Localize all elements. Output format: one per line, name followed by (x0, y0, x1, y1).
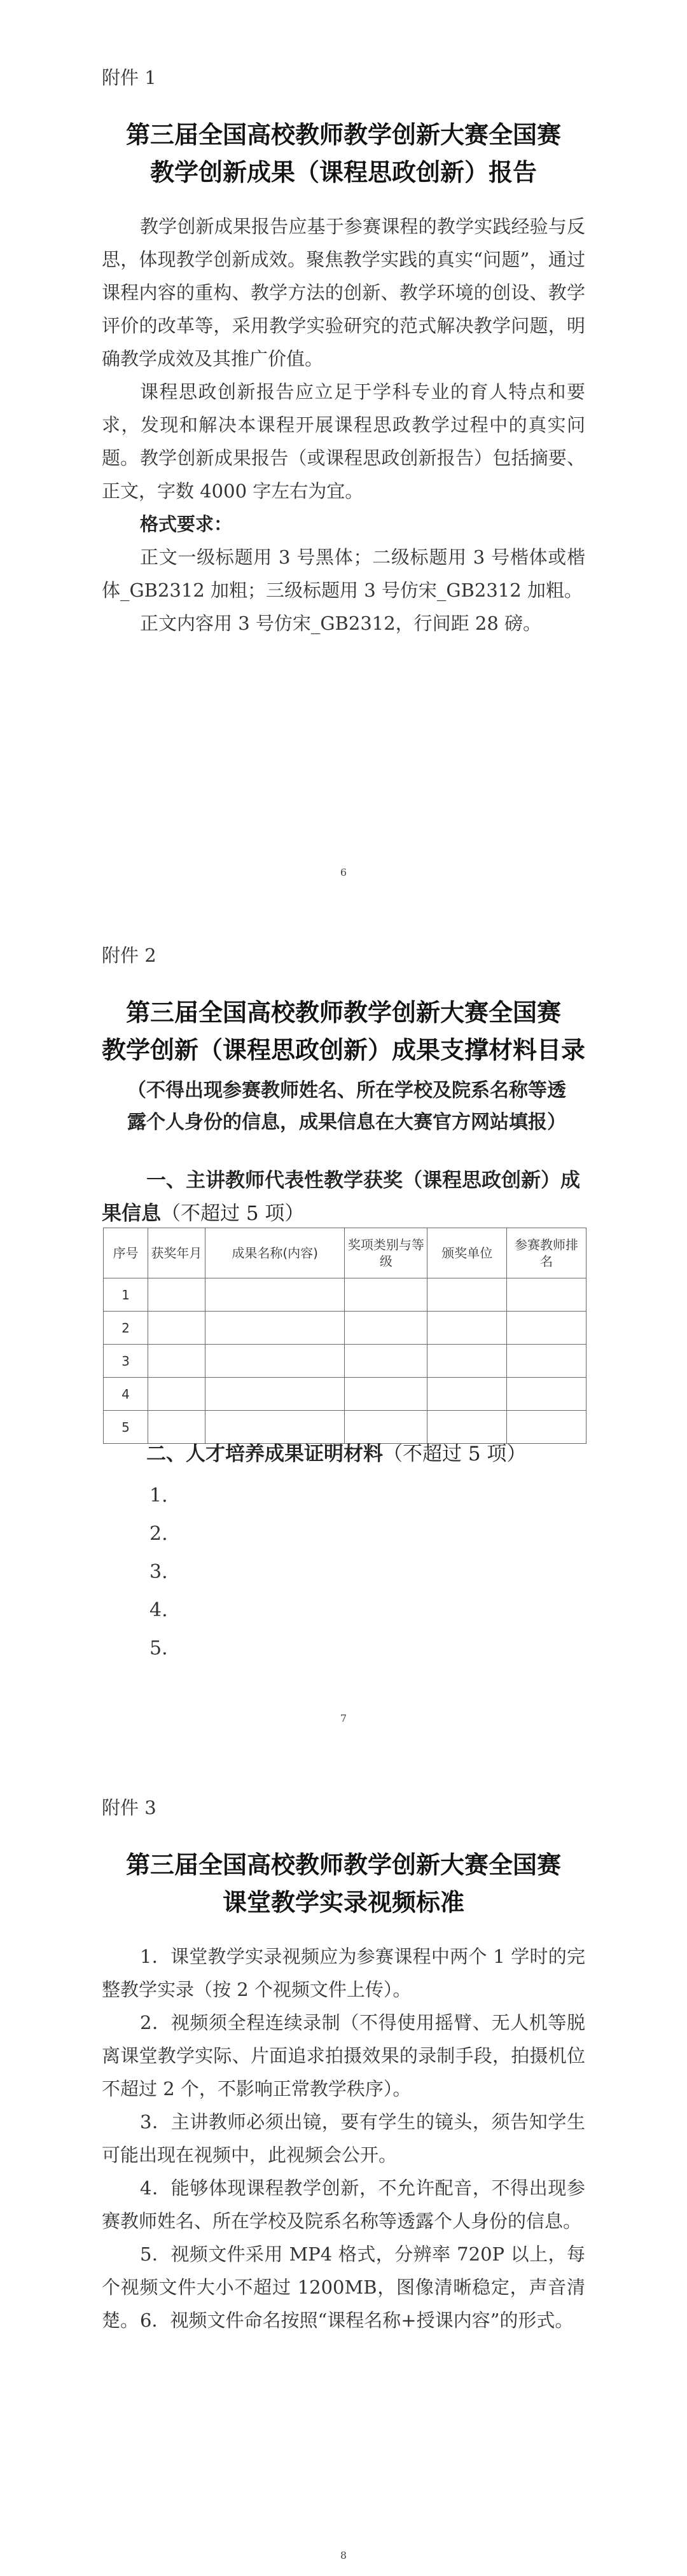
table-row (104, 1312, 586, 1345)
evidence-list (149, 1477, 168, 1668)
row-index: 3 (104, 1345, 148, 1378)
column-header: 奖项类别与等级 (345, 1228, 427, 1278)
awards-table (103, 1228, 586, 1444)
list-item: 4. (149, 1599, 168, 1621)
column-header: 成果名称(内容) (205, 1228, 345, 1278)
attachment-label: 附件 3 (102, 1797, 156, 1818)
standard-item: 3．主讲教师必须出镜，要有学生的镜头，须告知学生可能出现在视频中，此视频会公开。 (102, 2111, 585, 2166)
page-subtitle: 课堂教学实录视频标准 (222, 1888, 464, 1916)
column-header: 获奖年月 (148, 1228, 205, 1278)
standard-item: 1．课堂教学实录视频应为参赛课程中两个 1 学时的完整教学实录（按 2 个视频文件上传）。 (102, 1946, 585, 2000)
page-2 (0, 878, 687, 1730)
standard-item: 2．视频须全程连续录制（不得使用摇臂、无人机等脱离课堂教学实际、片面追求拍摄效果的录制手段，拍摄机位不超过 2 个，不影响正常教学秩序）。 (102, 2012, 585, 2100)
section-title: 二、人才培养成果证明材料 (146, 1443, 383, 1465)
page-number: 7 (340, 1712, 347, 1724)
standard-item: 6．视频文件命名按照“课程名称+授课内容”的形式。 (140, 2309, 574, 2331)
section-heading (102, 1164, 585, 1230)
list-item: 2. (149, 1523, 168, 1545)
standard-item: 4．能够体现课程教学创新，不允许配音，不得出现参赛教师姓名、所在学校及院系名称等透露个人身份的信息。 (102, 2177, 585, 2232)
page-number: 6 (340, 866, 347, 878)
column-header: 颁奖单位 (427, 1228, 507, 1278)
row-index: 2 (104, 1312, 148, 1345)
paragraph: 教学创新成果报告应基于参赛课程的教学实践经验与反思，体现教学创新成效。聚焦教学实践的真实“问题”，通过课程内容的重构、教学方法的创新、教学环境的创设、教学评价的改革等，采用教学实验研究的范式解决教学问题，明确教学成效及其推广价值。 (102, 216, 585, 370)
page-title: 第三届全国高校教师教学创新大赛全国赛 (125, 1850, 561, 1879)
page-subtitle: 教学创新（课程思政创新）成果支撑材料目录 (101, 1035, 585, 1064)
section-limit: （不超过 5 项） (161, 1202, 305, 1225)
page-1 (0, 0, 687, 878)
page-title: 第三届全国高校教师教学创新大赛全国赛 (125, 120, 561, 149)
table-row (104, 1345, 586, 1378)
attachment-label: 附件 1 (102, 67, 156, 88)
format-heading: 格式要求： (140, 513, 233, 535)
row-index: 4 (104, 1378, 148, 1411)
paragraph: 正文内容用 3 号仿宋_GB2312，行间距 28 磅。 (140, 613, 542, 634)
page-subtitle: 教学创新成果（课程思政创新）报告 (149, 158, 537, 186)
paragraph: 正文一级标题用 3 号黑体；二级标题用 3 号楷体或楷体_GB2312 加粗；三级标题用 3 号仿宋_GB2312 加粗。 (102, 546, 585, 601)
section-limit: （不超过 5 项） (383, 1443, 527, 1465)
list-item: 1. (149, 1485, 168, 1507)
column-header: 参赛教师排名 (507, 1228, 586, 1278)
attachment-label: 附件 2 (102, 945, 156, 966)
section-heading (102, 1437, 585, 1471)
table-row (104, 1378, 586, 1411)
list-item: 5. (149, 1637, 168, 1659)
paragraph: 教学创新成果报告（或课程思政创新报告）包括摘要、正文，字数 4000 字左右为宜。 (102, 447, 585, 502)
table-row (104, 1278, 586, 1312)
column-header: 序号 (104, 1228, 148, 1278)
page-number: 8 (340, 2549, 347, 2561)
anonymity-note: （不得出现参赛教师姓名、所在学校及院系名称等透露个人身份的信息，成果信息在大赛官方网站填报） (127, 1079, 566, 1133)
standard-item: 5．视频文件采用 MP4 格式，分辨率 720P 以上，每个视频文件大小不超过 1200MB，图像清晰稳定，声音清楚。 (102, 2243, 585, 2331)
page-title: 第三届全国高校教师教学创新大赛全国赛 (125, 998, 561, 1027)
table-header-row (104, 1228, 586, 1278)
list-item: 3. (149, 1561, 168, 1583)
paragraph: 课程思政创新报告应立足于学科专业的育人特点和要求，发现和解决本课程开展课程思政教学过程中的真实问题。 (102, 381, 585, 469)
page-3 (0, 1730, 687, 2576)
row-index: 5 (104, 1411, 148, 1444)
row-index: 1 (104, 1278, 148, 1312)
section-title: 一、主讲教师代表性教学获奖（课程思政创新）成果信息 (102, 1169, 580, 1225)
